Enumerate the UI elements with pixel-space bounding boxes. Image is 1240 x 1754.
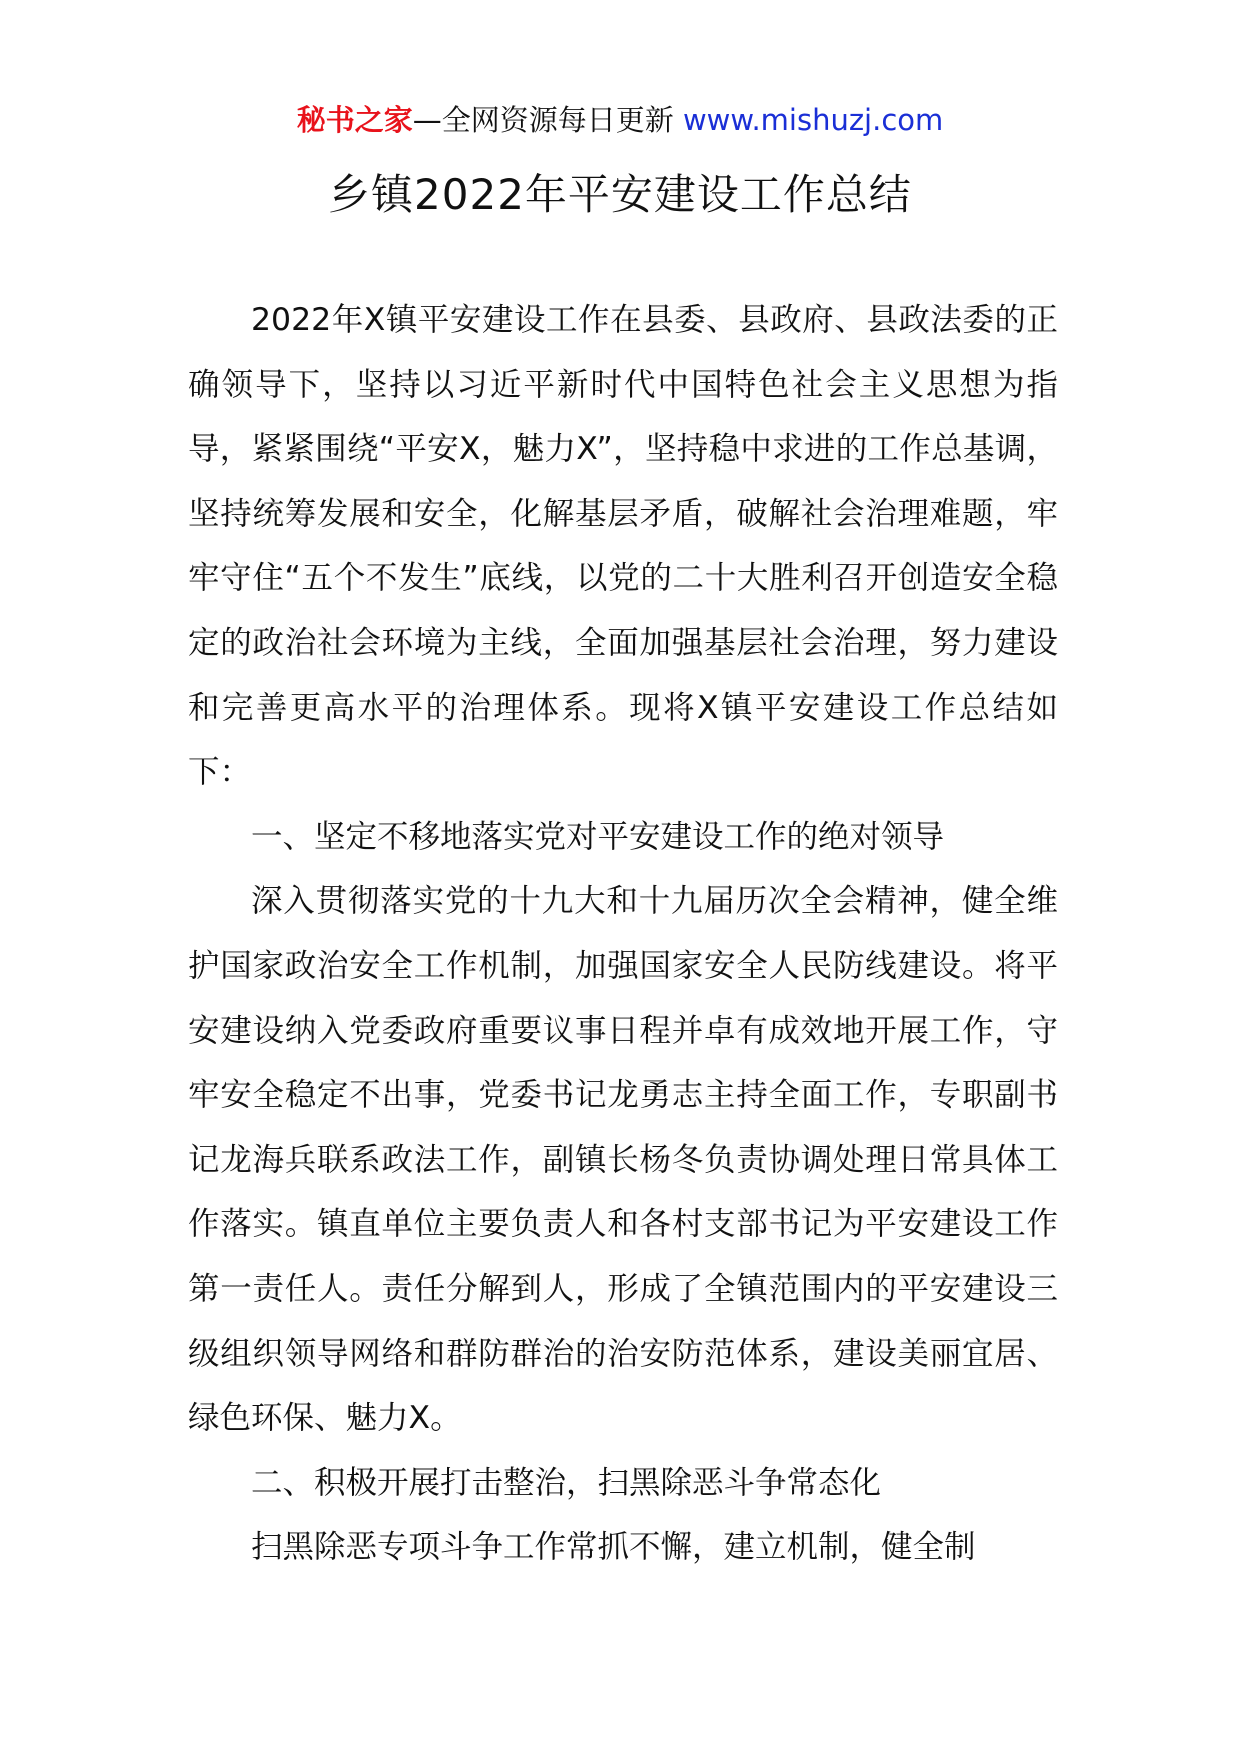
document-body: [188, 288, 1058, 1580]
section-heading-1: 一、坚定不移地落实党对平安建设工作的绝对领导: [251, 818, 945, 855]
banner-url-link[interactable]: www.mishuzj.com: [682, 103, 944, 137]
document-title: 乡镇2022年平安建设工作总结: [328, 170, 912, 219]
section-2-paragraph: 扫黑除恶专项斗争工作常抓不懈，建立机制，健全制: [251, 1529, 976, 1566]
section-heading-2: 二、积极开展打击整治，扫黑除恶斗争常态化: [251, 1464, 882, 1501]
banner-tagline: —全网资源每日更新: [412, 103, 683, 137]
section-1-paragraph: 深入贯彻落实党的十九大和十九届历次全会精神，健全维护国家政治安全工作机制，加强国家安全人民防线建设。将平安建设纳入党委政府重要议事日程并卓有成效地开展工作，守牢安全稳定不出事，党委书记龙勇志主持全面工作，专职副书记龙海兵联系政法工作，副镇长杨冬负责协调处理日常具体工作落实。镇直单位主要负责人和各村支部书记为平安建设工作第一责任人。责任分解到人，形成了全镇范围内的平安建设三级组织领导网络和群防群治的治安防范体系，建设美丽宜居、绿色环保、魅力X。: [188, 883, 1058, 1437]
site-banner: [0, 100, 1240, 140]
banner-brand: 秘书之家: [296, 103, 413, 137]
intro-paragraph: 2022年X镇平安建设工作在县委、县政府、县政法委的正确领导下，坚持以习近平新时代中国特色社会主义思想为指导，紧紧围绕“平安X，魅力X”，坚持稳中求进的工作总基调，坚持统筹发展和安全，化解基层矛盾，破解社会治理难题，牢牢守住“五个不发生”底线，以党的二十大胜利召开创造安全稳定的政治社会环境为主线，全面加强基层社会治理，努力建设和完善更高水平的治理体系。现将X镇平安建设工作总结如下：: [188, 302, 1058, 791]
